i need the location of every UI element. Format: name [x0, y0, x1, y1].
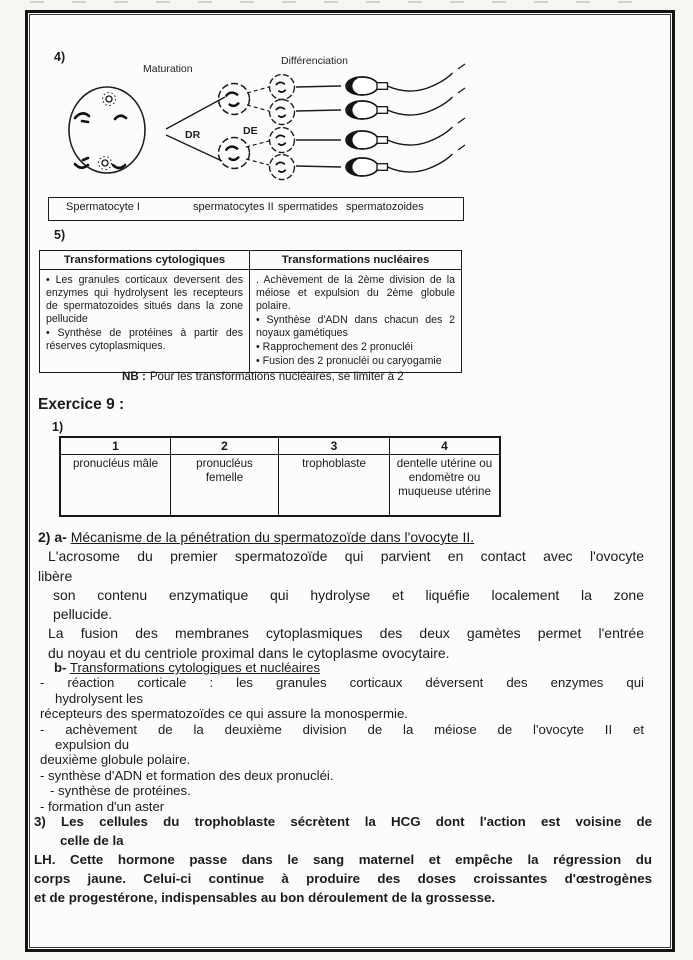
answers-table	[59, 436, 501, 517]
paragraph-line: du noyau et du centriole proximal dans le cytoplasme ovocytaire.	[48, 644, 450, 661]
nuclear-transformations-cell	[250, 270, 461, 372]
spermatocyte-ii-cell-1	[219, 84, 250, 115]
paragraph-line: corps jaune. Celui-ci continue à produire des doses croissantes d'œstrogènes	[34, 871, 652, 886]
item-4-label: 4)	[54, 50, 66, 64]
spermatogenesis-diagram	[25, 48, 485, 220]
question-2a-title: Mécanisme de la pénétration du spermatozoïde dans l'ovocyte II.	[70, 529, 475, 545]
spermatid-cells	[270, 75, 295, 180]
paragraph-line: - synthèse d'ADN et formation des deux pronucléi.	[40, 767, 334, 783]
question-2b-heading	[40, 660, 644, 675]
answer-cell-3: trophoblaste	[279, 455, 390, 515]
table-header-cytologiques: Transformations cytologiques	[40, 251, 250, 269]
stage-label-spermatocytes-ii: spermatocytes II	[193, 201, 274, 213]
answer-cell-2: pronucléus femelle	[171, 455, 279, 515]
nuclear-point-4: • Fusion des 2 pronucléi ou caryogamie	[256, 355, 442, 367]
paragraph-line: - formation d'un aster	[40, 798, 165, 814]
nuclear-point-2: • Synthèse d'ADN dans chacun des 2 noyaux gamétiques	[256, 314, 455, 339]
paragraph-line: - achèvement de la deuxième division de la méiose de l'ovocyte II et	[40, 721, 644, 737]
answer-cell-1: pronucléus mâle	[61, 455, 171, 515]
answers-table-header-4: 4	[441, 439, 448, 453]
paragraph-line: pellucide.	[53, 606, 113, 623]
question-2b-number: b-	[54, 660, 67, 675]
paragraph-line: - réaction corticale : les granules corticaux déversent des enzymes qui	[40, 675, 644, 691]
paragraph-line: libère	[38, 567, 73, 584]
nuclear-point-1: . Achèvement de la 2ème division de la méiose et expulsion du 2ème globule polaire.	[256, 274, 455, 312]
dr-label: DR	[185, 129, 201, 141]
paragraph-line: LH. Cette hormone passe dans le sang maternel et empêche la régression du	[34, 852, 652, 867]
answers-table-header-1: 1	[61, 438, 171, 454]
spermatocyte-i-cell	[69, 87, 145, 173]
cytologic-transformations-cell	[40, 270, 250, 372]
paragraph-line: son contenu enzymatique qui hydrolyse et liquéfie localement la zone	[53, 586, 644, 603]
paragraph-line: expulsion du	[55, 737, 130, 753]
transformations-table	[39, 250, 462, 373]
question-2a-block	[38, 528, 644, 663]
question-1-label: 1)	[52, 420, 64, 434]
paragraph-line: 3) Les cellules du trophoblaste sécrètent la HCG dont l'action est voisine de	[34, 814, 652, 829]
paragraph-line: La fusion des membranes cytoplasmiques des deux gamètes permet l'entrée	[48, 625, 644, 642]
cytologic-point-1: • Les granules corticaux deversent des enzymes qui hydrolysent les recepteurs de spermatozoides situés dans la zone pellucide	[46, 274, 243, 325]
nb-text: Pour les transformations nucléaires, se limiter à 2	[149, 370, 404, 383]
paragraph-line: celle de la	[60, 833, 124, 848]
paragraph-line: deuxième globule polaire.	[40, 752, 191, 768]
stage-label-spermatozoides: spermatozoides	[346, 201, 424, 213]
answers-table-header-2: 2	[171, 438, 279, 454]
paragraph-line: récepteurs des spermatozoïdes ce qui assure la monospermie.	[40, 706, 408, 722]
spermatocyte-ii-cell-2	[219, 138, 250, 169]
stage-label-bar	[48, 197, 464, 221]
paragraph-line: hydrolysent les	[55, 690, 143, 706]
paragraph-line: L'acrosome du premier spermatozoïde qui parvient en contact avec l'ovocyte	[48, 548, 644, 565]
nuclear-point-3: • Rapprochement des 2 pronucléi	[256, 341, 413, 353]
chromosomes	[75, 113, 126, 168]
question-2a-heading	[38, 528, 644, 547]
table-header-nucleaires: Transformations nucléaires	[281, 254, 430, 266]
differentiation-lines	[296, 86, 341, 167]
nb-label: NB :	[122, 370, 146, 383]
question-2a-number: 2) a-	[38, 529, 67, 545]
nb-note	[122, 370, 404, 383]
question-2b-title: Transformations cytologiques et nucléaires	[69, 660, 321, 675]
exercice-9-title: Exercice 9 :	[38, 396, 125, 413]
cytologic-point-2: • Synthèse de protéines à partir des réserves cytoplasmiques.	[46, 327, 243, 352]
item-5-label: 5)	[54, 228, 66, 242]
scan-artifact-top	[30, 1, 642, 3]
question-3-block	[34, 812, 652, 907]
paragraph-line: - synthèse de protéines.	[50, 783, 191, 799]
answers-table-header-3: 3	[279, 438, 390, 454]
differenciation-label: Différenciation	[281, 55, 348, 67]
stage-label-spermatides: spermatides	[278, 201, 338, 213]
spermatozoids	[346, 64, 465, 176]
maturation-label: Maturation	[143, 63, 193, 75]
answer-cell-4: dentelle utérine ou endomètre ou muqueuse utérine	[396, 457, 493, 498]
paragraph-line: et de progestérone, indispensables au bon déroulement de la grossesse.	[34, 890, 496, 905]
de-label: DE	[243, 125, 258, 137]
stage-label-spermatocyte-i: Spermatocyte I	[66, 201, 140, 213]
question-2b-block	[40, 660, 644, 814]
